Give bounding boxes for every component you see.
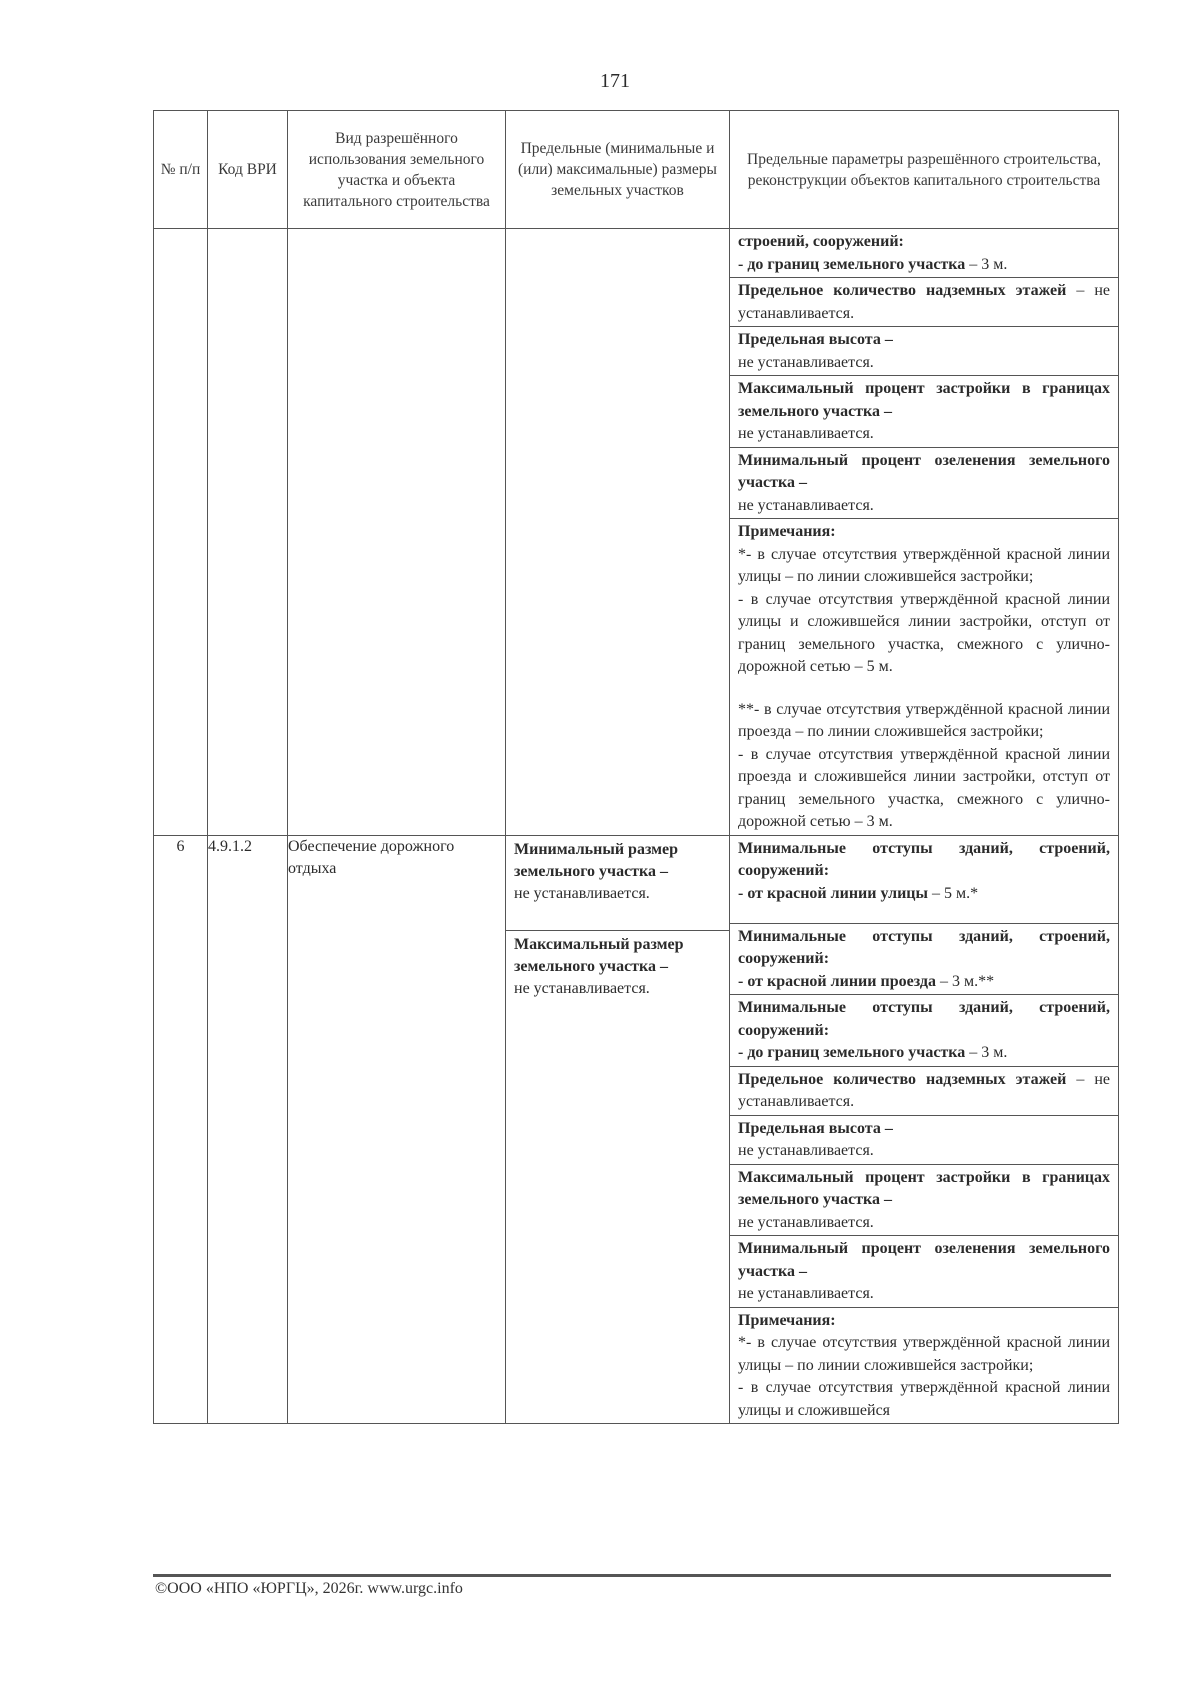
cell-params-continued	[730, 229, 1119, 836]
param-rest: не устанавливается.	[738, 1285, 874, 1302]
param-bold: строений, сооружений:	[738, 233, 904, 250]
param-rest: – 3 м.	[965, 255, 1008, 273]
param-block	[730, 1236, 1118, 1308]
param-bold: Предельная высота –	[738, 331, 893, 348]
size-rest: не устанавливается.	[514, 979, 650, 997]
param-block	[730, 924, 1118, 996]
param-block	[730, 448, 1118, 520]
header-use: Вид разрешённого использования земельного участка и объекта капитального строительства	[288, 111, 506, 229]
page-number: 171	[600, 70, 630, 92]
param-bold: Минимальный процент озеленения земельного участка –	[738, 1240, 1110, 1280]
size-bold: Максимальный размер земельного участка –	[514, 935, 684, 975]
header-sizes: Предельные (минимальные и (или) максимальные) размеры земельных участков	[506, 111, 730, 229]
table-header-row	[154, 111, 1119, 229]
param-bold-line: - до границ земельного участка	[738, 1044, 966, 1061]
param-rest: – не устанавливается.	[738, 282, 1110, 322]
note-text: - в случае отсутствия утверждённой красной линии улицы и сложившейся	[738, 1379, 1110, 1419]
footer-divider	[153, 1574, 1111, 1577]
param-bold: Минимальные отступы зданий, строений, сооружений:	[738, 999, 1110, 1039]
cell-use-empty	[288, 229, 506, 836]
param-rest: – 3 м.**	[935, 972, 995, 990]
footer-copyright: ©ООО «НПО «ЮРГЦ», 2026г. www.urgc.info	[155, 1580, 463, 1597]
param-block	[730, 376, 1118, 448]
cell-use: Обеспечение дорожного отдыха	[288, 835, 506, 1424]
param-rest: не устанавливается.	[738, 1213, 874, 1231]
cell-code-empty	[208, 229, 288, 836]
param-bold-line: - от красной линии проезда	[738, 972, 936, 990]
param-block	[730, 1165, 1118, 1237]
cell-params	[730, 835, 1119, 1424]
note-text: **- в случае отсутствия утверждённой красной линии проезда – по линии сложившейся застройки;	[738, 700, 1110, 740]
param-bold: Предельное количество надземных этажей	[738, 1070, 1067, 1088]
cell-sizes-empty	[506, 229, 730, 836]
param-bold: Минимальные отступы зданий, строений, сооружений:	[738, 839, 1110, 879]
param-rest: не устанавливается.	[738, 353, 874, 371]
header-num: № п/п	[154, 111, 208, 229]
notes-block	[730, 1308, 1118, 1424]
size-block	[506, 931, 729, 1003]
param-block	[730, 327, 1118, 376]
param-bold: Минимальный процент озеленения земельного участка –	[738, 451, 1110, 491]
note-text: - в случае отсутствия утверждённой красной линии улицы и сложившейся линии застройки, отступ от границ земельного участка, смежного с улично-дорожной сетью – 5 м.	[738, 590, 1110, 675]
notes-title: Примечания:	[738, 523, 836, 540]
regulations-table	[153, 110, 1119, 1424]
param-bold: Предельная высота –	[738, 1119, 893, 1137]
param-block	[730, 836, 1118, 924]
param-bold: Максимальный процент застройки в границах земельного участка –	[738, 380, 1110, 420]
param-block	[730, 229, 1118, 278]
param-bold: Минимальные отступы зданий, строений, сооружений:	[738, 927, 1110, 967]
param-bold: Предельное количество надземных этажей	[738, 282, 1067, 299]
param-bold: Максимальный процент застройки в границах земельного участка –	[738, 1168, 1110, 1208]
param-rest: – 5 м.*	[928, 884, 979, 902]
size-rest: не устанавливается.	[514, 884, 650, 902]
note-text: - в случае отсутствия утверждённой красной линии проезда и сложившейся линии застройки, отступ от границ земельного участка, смежного с улично-дорожной сетью – 3 м.	[738, 745, 1110, 830]
table-row-6	[154, 835, 1119, 1424]
header-params: Предельные параметры разрешённого строительства, реконструкции объектов капитального строительства	[730, 111, 1119, 229]
size-bold: Минимальный размер земельного участка –	[514, 840, 679, 880]
cell-code: 4.9.1.2	[208, 835, 288, 1424]
param-block	[730, 995, 1118, 1067]
param-bold-line: - от красной линии улицы	[738, 884, 928, 902]
param-block	[730, 1067, 1118, 1116]
size-block	[506, 836, 729, 931]
param-rest: – 3 м.	[965, 1044, 1008, 1061]
param-rest: не устанавливается.	[738, 425, 874, 442]
note-text: *- в случае отсутствия утверждённой красной линии улицы – по линии сложившейся застройки;	[738, 545, 1110, 585]
param-rest: не устанавливается.	[738, 496, 874, 514]
cell-num: 6	[154, 835, 208, 1424]
note-text: *- в случае отсутствия утверждённой красной линии улицы – по линии сложившейся застройки;	[738, 1334, 1110, 1374]
table-row-continued	[154, 229, 1119, 836]
notes-block	[730, 519, 1118, 835]
param-block	[730, 1116, 1118, 1165]
param-rest: не устанавливается.	[738, 1142, 874, 1159]
param-block	[730, 278, 1118, 327]
notes-title: Примечания:	[738, 1311, 836, 1329]
cell-num-empty	[154, 229, 208, 836]
header-code: Код ВРИ	[208, 111, 288, 229]
param-bold-line: - до границ земельного участка	[738, 255, 966, 273]
param-rest: – не устанавливается.	[738, 1070, 1110, 1110]
cell-sizes	[506, 835, 730, 1424]
